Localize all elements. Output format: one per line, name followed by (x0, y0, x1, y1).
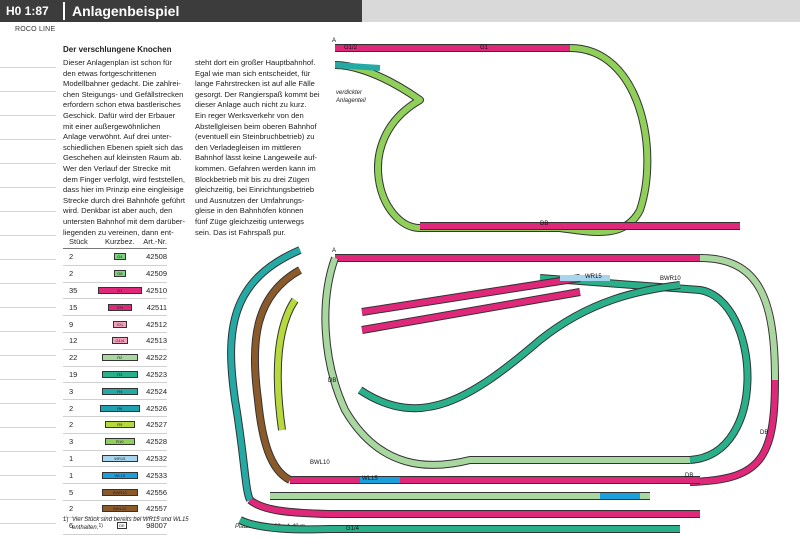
parts-art-nr: 42556 (146, 487, 167, 497)
col-header-code: Kurzbez. (105, 237, 135, 246)
article-column-2: steht dort ein großer Hauptbahnhof. Egal wie man sich entscheidet, für lange Fahrstrecken ist auf alle Fälle gesorgt. Der Rangierspaß kommt bei dieser Anlage auch nicht zu kurz. Ein reger Werksverkehr von den Abstellgleisen beim oberen Bahnhof (eventuell ein Steinbruchbetrieb) zu den Verladegleisen im mittleren Bahnhof lässt keine Langeweile auf- kommen. Gefahren werden kann im Blockbetrieb mit bis zu drei Zügen gleichzeitig, bei Einrichtungsbetrieb und Ausnutzen der Umfahrungs- gleise in den Bahnhöfen können fünf Züge gleichzeitig unterwegs sein. Das ist Fahrspaß pur. (195, 58, 320, 237)
parts-art-nr: 42510 (146, 285, 167, 295)
parts-qty: 2 (69, 269, 74, 279)
parts-art-nr: 42528 (146, 437, 167, 447)
parts-qty: 15 (69, 302, 78, 312)
plan-label-bwl10: BWL10 (310, 460, 330, 466)
parts-track-icon: G½ (108, 304, 132, 311)
parts-qty: 35 (69, 285, 78, 295)
parts-track-icon: R2 (102, 354, 138, 361)
parts-qty: 2 (69, 504, 74, 514)
parts-qty: 9 (69, 319, 74, 329)
parts-track-icon: R4 (102, 388, 138, 395)
parts-track-icon: G1 (98, 287, 142, 294)
plan-label-db2: DB (328, 378, 337, 384)
parts-qty: 2 (69, 420, 74, 430)
parts-track-icon: BWL10 (102, 505, 138, 512)
footnote-mark: 1) (63, 517, 69, 523)
parts-qty: 1 (69, 470, 74, 480)
parts-art-nr: 42511 (146, 302, 167, 312)
parts-art-nr: 42508 (146, 252, 167, 262)
footnote-text: Vier Stück sind bereits bei WR15 und WL15 enthalten. (72, 517, 189, 531)
scale-label: H0 1:87 (6, 4, 49, 18)
plan-label-g1: G1 (480, 45, 489, 51)
track-bottom-1-fill (250, 500, 700, 514)
parts-track-icon: R6 (100, 405, 140, 412)
brand-label: ROCO LINE (15, 26, 56, 33)
plan-label-g12: G1/2 (344, 45, 358, 51)
plan-label-g14: G1/4 (346, 526, 360, 532)
plan-label-db1: DB (540, 221, 549, 227)
parts-track-icon: G8 (114, 270, 126, 277)
parts-track-icon: R9 (105, 421, 135, 428)
article-heading: Der verschlungene Knochen (63, 45, 172, 54)
parts-track-icon: WL15 (102, 472, 138, 479)
parts-qty: 6 (69, 521, 74, 531)
col-header-qty: Stück (69, 237, 88, 246)
track-inner-right (540, 278, 748, 460)
parts-art-nr: 42533 (146, 470, 167, 480)
track-upper-end-fill (335, 65, 380, 68)
parts-qty: 12 (69, 336, 78, 346)
parts-track-icon: R10 (105, 438, 135, 445)
parts-track-icon: WR15 (102, 455, 138, 462)
parts-art-nr: 98007 (146, 521, 167, 531)
track-left-outer-fill (231, 250, 300, 500)
parts-track-icon: DE (117, 522, 127, 529)
article-column-1: Dieser Anlagenplan ist schon für den etwas fortgeschrittenen Modellbahner gedacht. Die zahlrei- chen Steigungs- und Gefällstrecken erfordern schon etwa bastlerisches Geschick. Dafür wird der Erbauer mit einer außergewöhnlichen Anlage verwöhnt. Auf drei unter- schiedlichen Ebenen spielt sich das Geschehen auf kleinsten Raum ab. Wer den Verlauf der Strecke mit dem Finger verfolgt, wird feststellen, dass hier im Prinzip eine eingleisige Strecke durch drei Bahnhöfe geführt wird. Denkbar ist aber auch, den untersten Bahnhof mit dem darüber- liegenden zu vereinen, dann ent- (63, 58, 185, 237)
parts-art-nr: 42523 (146, 369, 167, 379)
parts-qty: 3 (69, 386, 74, 396)
parts-qty: 5 (69, 487, 74, 497)
parts-track-icon: BWR10 (102, 489, 138, 496)
parts-track-icon: G¼ (113, 321, 127, 328)
plan-label-wl15: WL15 (362, 476, 378, 482)
parts-qty: 2 (69, 252, 74, 262)
parts-art-nr: 42522 (146, 353, 167, 363)
track-left-mid-fill (278, 300, 295, 430)
parts-track-icon: G4 (114, 253, 126, 260)
parts-art-nr: 42513 (146, 336, 167, 346)
parts-qty: 1 (69, 453, 74, 463)
parts-art-nr: 42524 (146, 386, 167, 396)
plan-label-a2: A (332, 248, 337, 254)
space-requirement-note: Platzbedarf: 2,60 x 1,40 m (235, 524, 306, 530)
col-header-art: Art.-Nr. (143, 237, 167, 246)
parts-art-nr: 42526 (146, 403, 167, 413)
track-inner-right-fill (540, 278, 748, 460)
parts-qty: 3 (69, 437, 74, 447)
parts-qty-note: 1) (98, 522, 103, 529)
page-title: Anlagenbeispiel (72, 3, 180, 19)
track-bottom-2-fill (240, 520, 680, 529)
parts-track-icon: R3 (102, 371, 138, 378)
parts-qty: 19 (69, 369, 78, 379)
track-upper-curve-fill (335, 48, 647, 232)
parts-art-nr: 42509 (146, 269, 167, 279)
parts-qty: 2 (69, 403, 74, 413)
parts-track-icon: G1/4 (112, 337, 128, 344)
plan-label-db4: DB (685, 473, 694, 479)
parts-art-nr: 42527 (146, 420, 167, 430)
thickened-part-note: verdickter Anlagenteil (336, 90, 366, 104)
parts-qty: 22 (69, 353, 78, 363)
plan-label-a1: A (332, 38, 337, 44)
parts-art-nr: 42557 (146, 504, 167, 514)
plan-label-db3: DB (760, 430, 769, 436)
plan-label-wr15: WR15 (585, 274, 602, 280)
plan-label-bwr10: BWR10 (660, 276, 681, 282)
parts-art-nr: 42512 (146, 319, 167, 329)
parts-art-nr: 42532 (146, 453, 167, 463)
